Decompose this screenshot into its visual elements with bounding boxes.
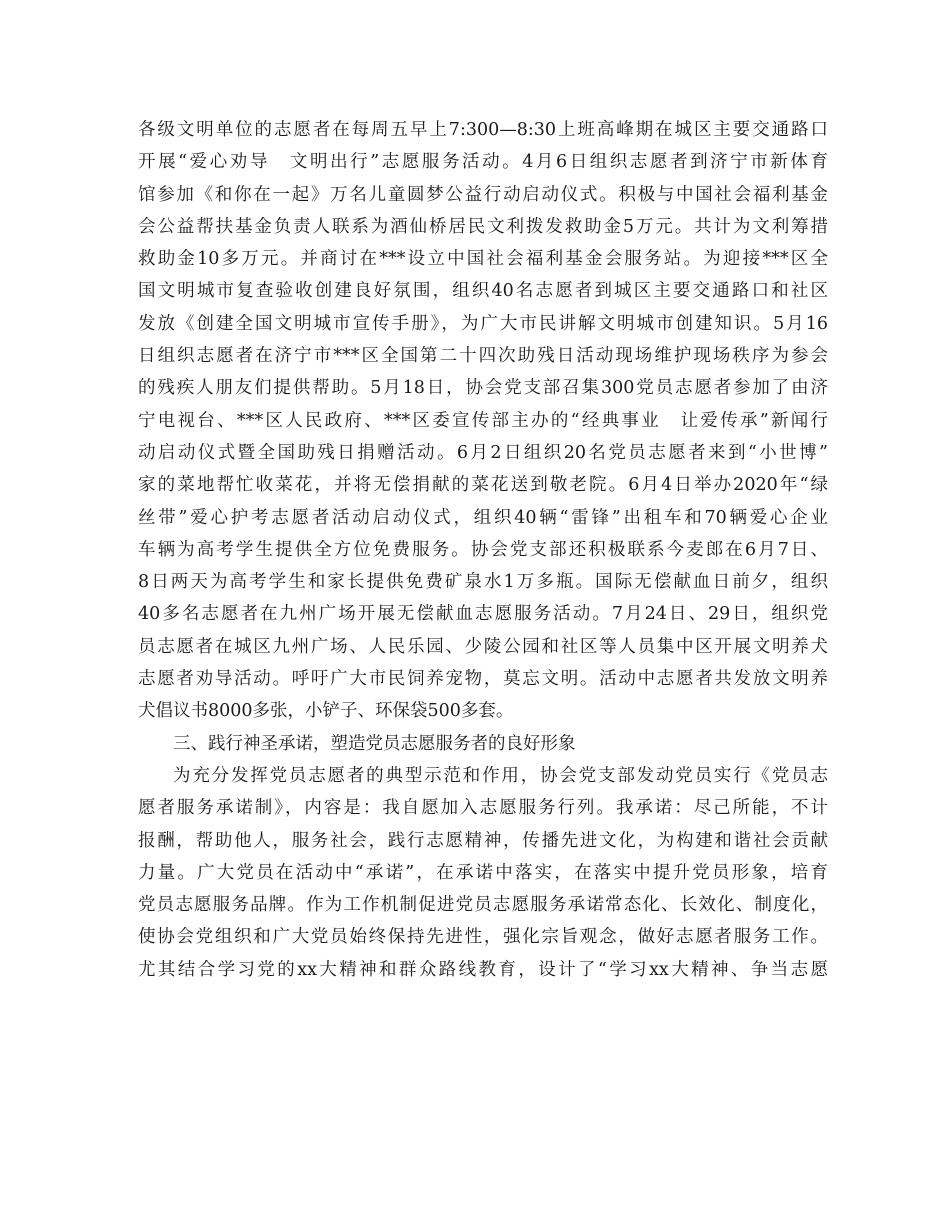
text-line: 日组织志愿者在济宁市***区全国第二十四次助残日活动现场维护现场秩序为参会 (138, 346, 828, 367)
text-line: 力量。广大党员在活动中“承诺”，在承诺中落实，在落实中提升党员形象，培育 (138, 862, 828, 883)
text-line: 的残疾人朋友们提供帮助。5月18日，协会党支部召集300党员志愿者参加了由济 (138, 378, 828, 399)
text-line: 员志愿者在城区九州广场、人民乐园、少陵公园和社区等人员集中区开展文明养犬 (138, 636, 828, 657)
text-line: 救助金10多万元。并商讨在***设立中国社会福利基金会服务站。为迎接***区全 (138, 249, 828, 270)
text-line: 志愿者劝导活动。呼吁广大市民饲养宠物，莫忘文明。活动中志愿者共发放文明养 (138, 669, 828, 690)
text-line: 各级文明单位的志愿者在每周五早上7:300—8:30上班高峰期在城区主要交通路口 (138, 120, 828, 140)
text-line: 会公益帮扶基金负责人联系为酒仙桥居民文利拨发救助金5万元。共计为文利筹措 (138, 216, 828, 237)
text-line: 为充分发挥党员志愿者的典型示范和作用，协会党支部发动党员实行《党员志 (173, 765, 828, 786)
text-line: 宁电视台、***区人民政府、***区委宣传部主办的“经典事业 让爱传承”新闻行 (138, 410, 828, 431)
text-line: 党员志愿服务品牌。作为工作机制促进党员志愿服务承诺常态化、长效化、制度化， (138, 895, 828, 916)
text-line: 40多名志愿者在九州广场开展无偿献血志愿服务活动。7月24日、29日，组织党 (138, 604, 828, 625)
text-line: 报酬，帮助他人，服务社会，践行志愿精神，传播先进文化，为构建和谐社会贡献 (138, 830, 828, 851)
text-line: 发放《创建全国文明城市宣传手册》，为广大市民讲解文明城市创建知识。5月16 (138, 313, 828, 334)
text-line: 愿者服务承诺制》，内容是：我自愿加入志愿服务行列。我承诺：尽己所能，不计 (138, 798, 828, 819)
section-heading: 三、践行神圣承诺，塑造党员志愿服务者的良好形象 (173, 733, 576, 754)
document-body (138, 114, 828, 986)
text-line: 犬倡议书8000多张，小铲子、环保袋500多套。 (138, 701, 514, 722)
text-line: 车辆为高考学生提供全方位免费服务。协会党支部还积极联系今麦郎在6月7日、 (138, 539, 828, 560)
text-line: 使协会党组织和广大党员始终保持先进性，强化宗旨观念，做好志愿者服务工作。 (138, 927, 828, 948)
text-line: 家的菜地帮忙收菜花，并将无偿捐献的菜花送到敬老院。6月4日举办2020年“绿 (138, 475, 828, 496)
text-line: 动启动仪式暨全国助残日捐赠活动。6月2日组织20名党员志愿者来到“小世博” (138, 442, 828, 463)
text-line: 国文明城市复查验收创建良好氛围，组织40名志愿者到城区主要交通路口和社区 (138, 281, 828, 302)
text-line: 开展“爱心劝导 文明出行”志愿服务活动。4月6日组织志愿者到济宁市新体育 (138, 152, 828, 173)
text-line: 馆参加《和你在一起》万名儿童圆梦公益行动启动仪式。积极与中国社会福利基金 (138, 184, 828, 205)
text-line: 8日两天为高考学生和家长提供免费矿泉水1万多瓶。国际无偿献血日前夕，组织 (138, 572, 828, 593)
text-line: 丝带”爱心护考志愿者活动启动仪式，组织40辆“雷锋”出租车和70辆爱心企业 (138, 507, 828, 528)
text-line: 尤其结合学习党的xx大精神和群众路线教育，设计了“学习xx大精神、争当志愿 (138, 959, 828, 980)
